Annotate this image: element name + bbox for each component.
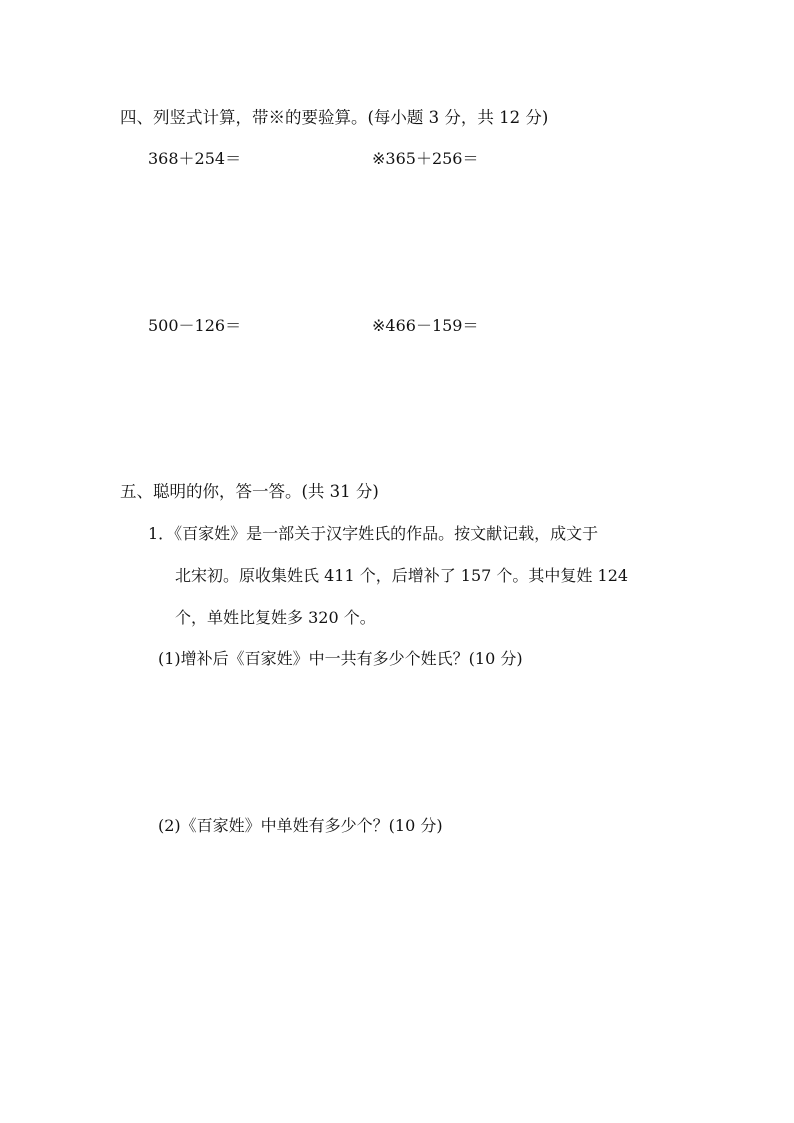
problem-addition-1: 368＋254＝ [148,149,242,168]
sub-question-1: (1)增补后《百家姓》中一共有多少个姓氏？(10 分) [158,649,523,668]
problem-addition-2-verify: ※365＋256＝ [372,149,479,168]
question-1-line-2: 北宋初。原收集姓氏 411 个，后增补了 157 个。其中复姓 124 [175,566,629,585]
question-1-line-1: 1．《百家姓》是一部关于汉字姓氏的作品。按文献记载，成文于 [148,524,599,543]
section-4-heading: 四、列竖式计算，带※的要验算。(每小题 3 分，共 12 分) [120,108,549,127]
problem-subtraction-1: 500－126＝ [148,316,242,335]
section-5-heading: 五、聪明的你，答一答。(共 31 分) [120,482,379,501]
problem-subtraction-2-verify: ※466－159＝ [372,316,479,335]
sub-question-2: (2)《百家姓》中单姓有多少个？(10 分) [158,816,443,835]
question-1-line-3: 个，单姓比复姓多 320 个。 [175,608,376,627]
